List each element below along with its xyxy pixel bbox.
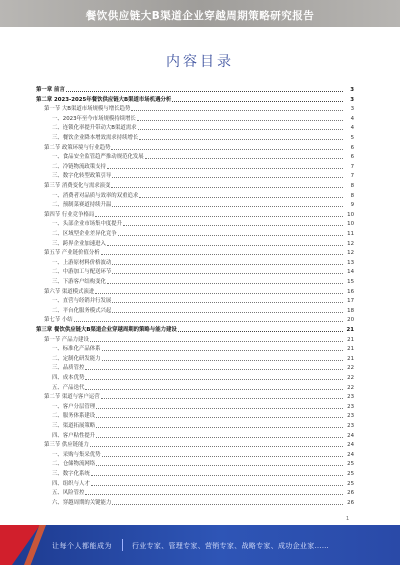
toc-entry[interactable]: [36, 411, 354, 420]
toc-entry-label: 三、品质管控: [52, 365, 85, 372]
toc-entry[interactable]: [36, 354, 354, 363]
toc-leader-dots: [95, 216, 343, 217]
toc-leader-dots: [85, 494, 343, 495]
toc-entry-page: 26: [347, 490, 354, 497]
toc-entry[interactable]: [36, 296, 354, 305]
toc-entry-page: 22: [347, 365, 354, 372]
toc-entry[interactable]: [36, 171, 354, 180]
toc-entry[interactable]: [36, 95, 354, 104]
toc-entry-page: 25: [347, 461, 354, 468]
toc-entry[interactable]: [36, 219, 354, 228]
footer-band: [0, 525, 400, 565]
toc-leader-dots: [107, 283, 343, 284]
toc-entry-label: 二、区域型企业差异化竞争: [52, 231, 117, 237]
toc-entry-label: 二、预制菜赛道持续升温: [52, 202, 112, 209]
toc-leader-dots: [90, 341, 343, 342]
report-title: 餐饮供应链大B渠道企业穿越周期策略研究报告: [85, 10, 315, 22]
toc-entry-label: 一、消费者对品质与效率的双重追求: [52, 192, 139, 199]
toc-entry[interactable]: [36, 469, 354, 478]
toc-entry-label: 第一章 前言: [36, 87, 65, 93]
toc-entry[interactable]: [36, 210, 354, 219]
toc-entry[interactable]: [36, 277, 354, 286]
toc-leader-dots: [112, 273, 343, 274]
toc-leader-dots: [112, 504, 343, 505]
toc-leader-dots: [107, 168, 343, 169]
toc-leader-dots: [85, 389, 343, 390]
toc-entry[interactable]: [36, 267, 354, 276]
toc-leader-dots: [96, 427, 343, 428]
toc-entry[interactable]: [36, 498, 354, 507]
toc-entry-label: 第四节 行业竞争格局: [44, 211, 95, 218]
toc-entry-label: 三、数字化转型政策引导: [52, 173, 112, 180]
toc-entry-label: 二、冷链物流政策支持: [52, 163, 106, 170]
toc-entry-label: 第六节 渠道模式演进: [44, 288, 95, 295]
toc-entry-page: 14: [347, 269, 354, 276]
toc-entry[interactable]: [36, 287, 354, 296]
toc-entry-label: 四、组织与人才: [52, 480, 90, 487]
toc-entry-label: 六、穿越周期的关键能力: [52, 499, 112, 506]
toc-entry-label: 一、2023年至今市场规模持续增长: [52, 115, 136, 122]
toc-entry[interactable]: [36, 104, 354, 113]
toc-leader-dots: [111, 149, 343, 150]
toc-entry[interactable]: [36, 325, 354, 334]
toc-entry[interactable]: [36, 450, 354, 459]
toc-entry-label: 第二节 渠道与客户运营: [44, 394, 100, 401]
toc-leader-dots: [118, 235, 343, 236]
toc-leader-dots: [96, 465, 343, 466]
toc-entry-page: 8: [350, 183, 354, 189]
toc-entry-page: 6: [350, 154, 354, 161]
toc-entry-page: 10: [347, 221, 354, 228]
toc-entry-page: 7: [350, 173, 354, 180]
toc-leader-dots: [139, 197, 343, 198]
toc-leader-dots: [139, 139, 343, 140]
toc-entry-label: 三、数字化系统: [52, 471, 90, 477]
toc-entry-label: 四、成本优势: [52, 375, 85, 381]
toc-entry-page: 26: [347, 499, 354, 506]
toc-leader-dots: [85, 379, 343, 380]
footer-slogan: 让每个人都能成为: [52, 542, 112, 550]
toc-entry[interactable]: [36, 479, 354, 488]
toc-entry-page: 23: [347, 394, 354, 401]
toc-leader-dots: [112, 264, 343, 265]
toc-entry-label: 一、客户分层管理: [52, 403, 96, 410]
footer-tagline: 行业专家、管理专家、营销专家、战略专家、成功企业家……: [132, 542, 330, 550]
table-of-contents: [36, 85, 354, 511]
toc-entry-label: 第二章 2023-2025年餐饮供应链大B渠道市场机遇分析: [36, 96, 172, 103]
toc-entry-label: 第七节 小结: [44, 317, 73, 324]
toc-leader-dots: [91, 475, 343, 476]
toc-leader-dots: [123, 225, 343, 226]
toc-entry-label: 一、头部企业市场集中度提升: [52, 221, 123, 228]
toc-entry[interactable]: [36, 143, 354, 152]
toc-entry-label: 一、食品安全监管趋严推动规范化发展: [52, 154, 144, 161]
toc-leader-dots: [90, 446, 343, 447]
toc-entry[interactable]: [36, 258, 354, 267]
toc-entry-page: 3: [350, 106, 354, 113]
toc-entry-page: 21: [346, 327, 354, 333]
toc-entry-page: 21: [347, 336, 354, 343]
toc-leader-dots: [85, 369, 343, 370]
toc-entry[interactable]: [36, 248, 354, 257]
footer-divider: [122, 539, 123, 551]
toc-entry[interactable]: [36, 392, 354, 401]
toc-leader-dots: [96, 417, 343, 418]
toc-entry-label: 第二节 政策环境与行业趋势: [44, 144, 111, 151]
toc-entry-label: 二、仓储物流网络: [52, 461, 96, 468]
toc-entry-label: 第三节 消费变化与需求演变: [44, 183, 111, 189]
toc-leader-dots: [112, 177, 343, 178]
page-number: 1: [346, 516, 350, 522]
toc-entry-page: 10: [347, 211, 354, 218]
toc-leader-dots: [91, 485, 343, 486]
toc-entry-page: 8: [350, 192, 354, 199]
toc-entry-page: 25: [347, 480, 354, 487]
toc-entry[interactable]: [36, 152, 354, 161]
toc-entry-page: 20: [347, 317, 354, 324]
toc-entry-label: 第一节 产品力建设: [44, 336, 89, 343]
toc-leader-dots: [111, 187, 343, 188]
toc-entry[interactable]: [36, 123, 354, 132]
toc-entry[interactable]: [36, 306, 354, 315]
toc-leader-dots: [102, 456, 343, 457]
toc-entry-page: 16: [347, 288, 354, 295]
toc-entry-page: 3: [350, 96, 354, 103]
toc-leader-dots: [172, 101, 343, 102]
toc-entry-page: 21: [347, 346, 354, 353]
toc-entry-page: 13: [347, 259, 354, 266]
toc-entry-label: 三、渠道拓展策略: [52, 423, 96, 429]
toc-entry-page: 12: [347, 240, 354, 247]
toc-entry[interactable]: [36, 383, 354, 392]
toc-leader-dots: [107, 245, 343, 246]
toc-entry-label: 五、风险管控: [52, 490, 85, 497]
toc-leader-dots: [138, 129, 343, 130]
toc-entry[interactable]: [36, 85, 354, 94]
toc-entry-label: 四、客户粘性提升: [52, 432, 96, 439]
toc-entry[interactable]: [36, 162, 354, 171]
toc-entry-label: 第五节 产业链价值分析: [44, 250, 100, 257]
toc-entry-page: 24: [347, 432, 354, 439]
toc-entry-page: 6: [350, 144, 354, 151]
toc-heading: 内容目录: [166, 54, 234, 70]
toc-leader-dots: [66, 91, 343, 92]
toc-entry-label: 三、下游客户结构变化: [52, 279, 106, 285]
toc-entry-page: 22: [347, 375, 354, 381]
toc-leader-dots: [96, 408, 343, 409]
toc-entry-page: 23: [347, 423, 354, 429]
toc-leader-dots: [178, 331, 343, 332]
toc-entry-page: 11: [347, 231, 354, 237]
toc-entry-label: 二、平台化服务模式兴起: [52, 307, 112, 314]
toc-entry[interactable]: [36, 335, 354, 344]
toc-entry-page: 3: [350, 87, 354, 93]
toc-entry[interactable]: [36, 440, 354, 449]
toc-entry-page: 15: [347, 279, 354, 285]
toc-entry-page: 25: [347, 471, 354, 477]
toc-leader-dots: [131, 110, 343, 111]
toc-entry[interactable]: [36, 373, 354, 382]
toc-entry[interactable]: [36, 488, 354, 497]
toc-leader-dots: [101, 398, 343, 399]
toc-entry[interactable]: [36, 229, 354, 238]
toc-entry-page: 9: [350, 202, 354, 209]
toc-entry[interactable]: [36, 239, 354, 248]
toc-leader-dots: [137, 120, 343, 121]
toc-entry-page: 17: [347, 298, 354, 305]
toc-entry-page: 4: [350, 125, 354, 132]
toc-entry-page: 24: [347, 451, 354, 458]
toc-leader-dots: [102, 350, 343, 351]
toc-leader-dots: [112, 206, 343, 207]
toc-entry-label: 二、服务体系建设: [52, 413, 96, 420]
toc-entry[interactable]: [36, 315, 354, 324]
toc-entry-page: 23: [347, 413, 354, 420]
toc-entry-label: 第一节 大B渠道市场规模与增长趋势: [44, 106, 131, 113]
toc-entry-label: 三、跨界企业加速进入: [52, 240, 106, 247]
toc-leader-dots: [112, 302, 343, 303]
toc-entry[interactable]: [36, 181, 354, 190]
toc-leader-dots: [101, 254, 343, 255]
toc-entry-label: 一、上游原材料价格波动: [52, 259, 112, 266]
toc-entry[interactable]: [36, 200, 354, 209]
toc-entry-page: 18: [347, 307, 354, 314]
toc-entry-label: 二、中游加工与配送环节: [52, 269, 112, 276]
toc-entry-page: 23: [347, 403, 354, 410]
toc-entry-label: 二、定制化研发能力: [52, 355, 101, 362]
toc-entry-label: 五、产品迭代: [52, 384, 85, 391]
toc-entry[interactable]: [36, 431, 354, 440]
toc-leader-dots: [145, 158, 343, 159]
toc-leader-dots: [96, 437, 343, 438]
toc-entry[interactable]: [36, 402, 354, 411]
toc-entry[interactable]: [36, 363, 354, 372]
toc-entry[interactable]: [36, 421, 354, 430]
toc-entry-page: 7: [350, 163, 354, 170]
toc-entry-page: 4: [350, 115, 354, 122]
toc-leader-dots: [74, 321, 343, 322]
toc-leader-dots: [102, 360, 343, 361]
toc-entry-label: 第三节 供应链能力: [44, 442, 89, 449]
toc-entry[interactable]: [36, 191, 354, 200]
toc-entry-page: 21: [347, 355, 354, 362]
toc-entry-label: 一、直营与经销并行发展: [52, 298, 112, 305]
toc-entry-page: 24: [347, 442, 354, 449]
toc-entry[interactable]: [36, 133, 354, 142]
toc-leader-dots: [95, 293, 343, 294]
toc-entry-label: 三、餐饮企业降本增效需求持续增长: [52, 135, 139, 141]
toc-entry-label: 二、连锁化率提升带动大B渠道需求: [52, 125, 137, 132]
toc-entry-label: 第三章 餐饮供应链大B渠道企业穿越周期的策略与能力建设: [36, 327, 177, 333]
toc-entry-page: 22: [347, 384, 354, 391]
header-band: [0, 0, 400, 27]
toc-entry-page: 5: [350, 135, 354, 141]
toc-entry[interactable]: [36, 344, 354, 353]
toc-entry[interactable]: [36, 459, 354, 468]
toc-entry-page: 12: [347, 250, 354, 257]
toc-entry-label: 一、采购与集采优势: [52, 451, 101, 458]
toc-entry-label: 一、标准化产品体系: [52, 346, 101, 353]
toc-entry[interactable]: [36, 114, 354, 123]
toc-leader-dots: [112, 312, 343, 313]
